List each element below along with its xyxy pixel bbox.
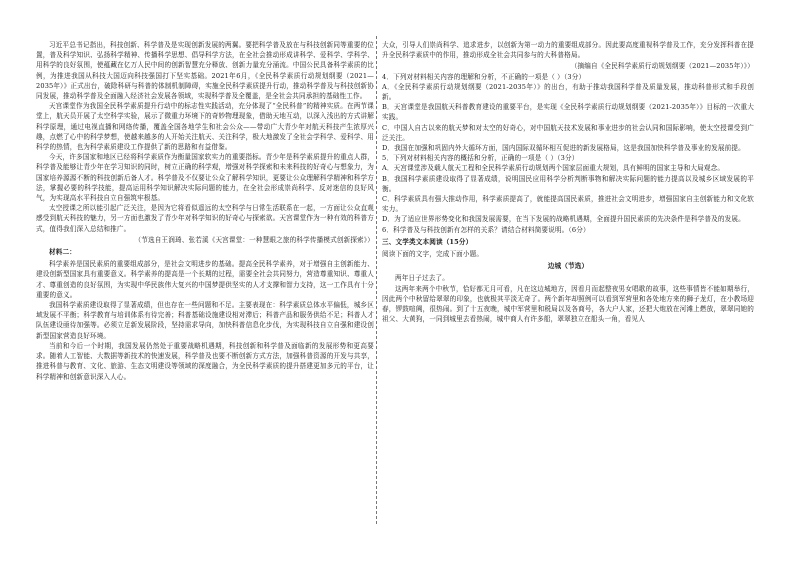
material2-source: （摘编自《全民科学素质行动规划纲要（2021—2035年）》） bbox=[570, 62, 754, 71]
story-title: 边城（节选） bbox=[547, 262, 589, 271]
question-5-option-b: B．我国科学素质建设取得了显著成绩，说明国民应用科学分析判断事物和解决实际问题的能力提高以及城乡区域发展的平衡。 bbox=[382, 174, 754, 193]
material2-label: 材料二： bbox=[49, 248, 76, 257]
material2-paragraph-1: 科学素养是国民素质的重要组成部分，是社会文明进步的基础。提高全民科学素养，对于增强自主创新能力、建设创新型国家具有重要意义。科学素养的提高是一个长期的过程，需要全社会共同努力，营造尊重知识、尊重人才、尊重创造的良好氛围，为实现中华民族伟大复兴的中国梦提供坚实的人才支撑和智力支持，这一工作具有十分重要的意义。 bbox=[36, 260, 374, 299]
material1-paragraph-3: 今天，许多国家和地区已经将科学素质作为衡量国家软实力的重要指标。青少年是科学素质提升的重点人群，科学普及能够让青少年在学习知识的同时，树立正确的科学观，增强对科学探索和未来科技的好奇心与想象力，为国家培养源源不断的科技创新后备人才。科学普及不仅要让公众了解科学知识，更要让公众理解科学精神和科学方法，掌握必要的科学技能，提高运用科学知识解决实际问题的能力，在全社会形成崇尚科学、反对迷信的良好风气，为实现高水平科技自立自强筑牢根基。 bbox=[36, 153, 374, 203]
right-column bbox=[382, 40, 754, 324]
question-4-option-c: C．中国人自古以来的航天梦和对太空的好奇心，对中国航天技术发展和事业进步的社会认同和国际影响，使太空授课受到广泛关注。 bbox=[382, 123, 754, 142]
question-5: 5．下列对材料相关内容的概括和分析，正确的一项是（ ）（3分） bbox=[382, 154, 579, 163]
question-4: 4．下列对材料相关内容的理解和分析，不正确的一项是（ ）（3分） bbox=[382, 72, 586, 81]
question-6: 6．科学普及与科技创新有怎样的关系？请结合材料简要说明。（6分） bbox=[382, 225, 590, 234]
reading-instruction: 阅读下面的文字，完成下面小题。 bbox=[382, 250, 484, 259]
material1-paragraph-2: 天宫课堂作为我国全民科学素质提升行动中的标志性实践活动，充分体现了“全民科普”的精神实质。在两节课堂上，航天员开展了太空科学实验，展示了微重力环境下的奇妙物理现象，借助天地互动，以深入浅出的方式讲解科学原理，通过电视直播和网络传播，覆盖全国各地学生和社会公众——带动广大青少年对航天科技产生浓厚兴趣，点燃了心中的科学梦想，使越来越多的人开始关注航天、关注科学，极大地激发了全社会学科学、爱科学、用科学的热情，也为科学素质建设工作提供了新的思路和有益借鉴。 bbox=[36, 102, 374, 152]
question-4-option-b: B．天宫课堂是我国航天科普教育建设的重要平台，是实现《全民科学素质行动规划纲要（2021-2035年）》目标的一次重大实践。 bbox=[382, 103, 754, 122]
material1-paragraph-4: 太空授课之所以能引起广泛关注，是因为它将看似遥远的太空科学与日常生活联系在一起，一方面让公众直观感受到航天科技的魅力，另一方面也激发了青少年对科学知识的好奇心与探索欲。天宫课堂作为一种有效的科普方式，值得我们深入总结和推广。 bbox=[36, 204, 374, 233]
question-5-option-d: D．为了适应世界形势变化和我国发展需要，在当下发展的战略机遇期，全面提升国民素质的先决条件是科学普及的发展。 bbox=[382, 215, 745, 224]
material2-paragraph-4: 大众，引导人们崇尚科学、追求进步，以创新为第一动力的重要组成部分。因此要高度重视科学普及工作，充分发挥科普在提升全民科学素质中的作用，推动形成全社会共同参与的大科普格局。 bbox=[382, 41, 754, 60]
column-divider bbox=[376, 36, 378, 524]
question-4-option-d: D．我国在加强和巩固内外大循环方面，国内国际双循环相互促进的新发展格局，这是我国加快科学普及事业的发展前提。 bbox=[382, 144, 745, 153]
material2-paragraph-2: 我国科学素质建设取得了显著成绩，但也存在一些问题和不足。主要表现在：科学素质总体水平偏低，城乡区域发展不平衡；科学教育与培训体系有待完善；科普基础设施建设相对滞后；科普产品和服务供给不足；科普人才队伍建设亟待加强等。必须立足新发展阶段，坚持需求导向，加快科普信息化步伐，为实现科技自立自强和建设创新型国家营造良好环境。 bbox=[36, 301, 374, 340]
section-3-heading: 三、文学类文本阅读（15分） bbox=[382, 237, 473, 246]
material1-source: （节选自王润琦、张若溪《天宫课堂：一种慧眼之旅的科学传播模式创新探索》） bbox=[134, 235, 374, 244]
question-5-option-a: A．天宫课堂涉及载人航天工程和全民科学素质行动规划两个国家层面重大规划，具有鲜明的国家主导和大局观念。 bbox=[382, 164, 725, 173]
left-column bbox=[36, 40, 374, 382]
question-5-option-c: C．科学素质具有强大推动作用，科学素质提高了，就能提高国民素质，推进社会文明进步，增强国家自主创新能力和文化软实力。 bbox=[382, 195, 754, 214]
story-paragraph-1: 两年日子过去了。 bbox=[395, 274, 449, 283]
material2-paragraph-3: 当前和今后一个时期，我国发展仍然处于重要战略机遇期，科技创新和科学普及面临新的发展形势和更高要求。随着人工智能、大数据等新技术的快速发展，科学普及也要不断创新方式方法，加强科普资源的开发与共享，推进科普与教育、文化、旅游、生态文明建设等领域的深度融合，为全民科学素质的提升搭建更加多元的平台，让科学精神和创新意识深入人心。 bbox=[36, 341, 374, 381]
question-4-option-a: A．《全民科学素质行动规划纲要（2021-2035年）》的出台，有助于推动我国科学普及质量发展，推动科普形式和手段创新。 bbox=[382, 82, 754, 102]
material1-paragraph-1: 习近平总书记指出，科技创新、科学普及是实现创新发展的两翼。要把科学普及放在与科技创新同等重要的位置，普及科学知识、弘扬科学精神、传播科学思想、倡导科学方法，在全社会推动形成讲科学、爱科学、学科学、用科学的良好氛围，使蕴藏在亿万人民中间的创新智慧充分释放、创新力量充分涌流。中国公民具备科学素质的比例，为推进我国从科技大国迈向科技强国打下坚实基础。2021年6月，《全民科学素质行动规划纲要（2021—2035年）》正式出台，破除科研与科普的体制机制障碍，实施全民科学素质提升行动，推动科学普及与科技创新协同发展，推动科学普及全面融入经济社会发展各领域，实现科学普及全覆盖，是全社会共同承担的基础性工作。 bbox=[36, 41, 374, 101]
story-paragraph-2: 这两年来两个中秋节，恰好都无月可看，凡在这边城地方，因看月而起整夜男女唱歌的故事，这些事情皆不能如期举行，因此两个中秋留给翠翠的印象，也就极其平淡无奇了。两个新年却照例可以看到军营里和各处地方来的狮子龙灯，在小教场迎春，锣鼓喧阗，很热闹。到了十五夜晚，城中军营里和税局以及各商号，各大户人家，还把大炮放在河滩上燃放，翠翠同她的祖父、大黄狗，一同到城里去看热闹，城中商人有许多船，翠翠独立在船头一角，看见人 bbox=[382, 284, 754, 324]
